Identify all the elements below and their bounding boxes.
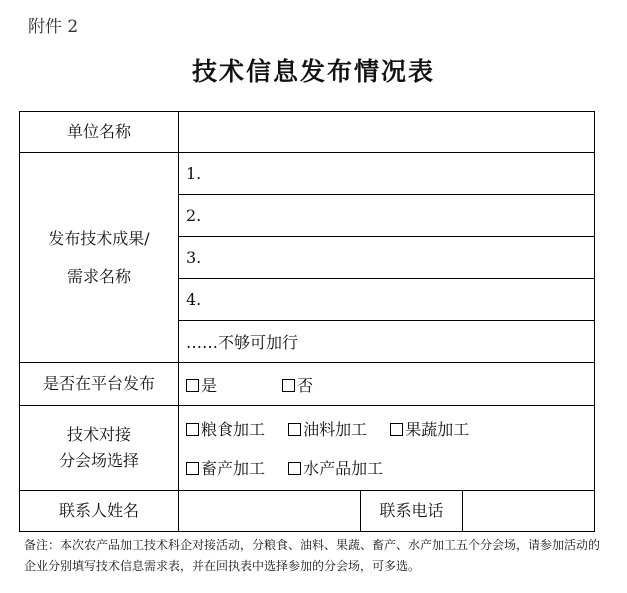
venue-fruit-option[interactable] [390,417,469,440]
publish-label: 是否在平台发布 [20,363,179,406]
tech-name-label [20,153,179,363]
venue-livestock-option[interactable] [186,456,265,479]
venue-fruit-label: 果蔬加工 [405,420,470,439]
phone-label: 联系电话 [361,491,463,532]
venue-oil-option[interactable] [288,417,367,440]
checkbox-icon[interactable] [390,423,403,436]
tech-item-2[interactable]: 2. [179,195,595,237]
publish-no-option[interactable] [282,373,313,396]
venue-aquatic-option[interactable] [288,456,383,479]
docking-label [20,406,179,491]
info-form-table [19,111,595,532]
tech-item-more[interactable]: ……不够可加行 [179,321,595,363]
tech-label-line2: 需求名称 [66,266,131,286]
checkbox-icon[interactable] [288,462,301,475]
publish-yes-label: 是 [201,375,218,395]
publish-options [179,363,595,406]
publish-no-label: 否 [297,375,314,395]
tech-item-3[interactable]: 3. [179,237,595,279]
tech-item-4[interactable]: 4. [179,279,595,321]
checkbox-icon[interactable] [186,462,199,475]
checkbox-icon[interactable] [288,423,301,436]
footnote: 备注：本次农产品加工技术科企对接活动，分粮食、油料、果蔬、畜产、水产加工五个分会场，请参加活动的企业分别填写技术信息需求表，并在回执表中选择参加的分会场，可多选。 [24,538,601,573]
tech-label-line1: 发布技术成果/ [48,228,150,248]
venue-oil-label: 油料加工 [303,420,368,439]
phone-field[interactable] [463,491,595,532]
venue-grain-option[interactable] [186,417,265,440]
attachment-label: 附件 2 [28,17,79,37]
unit-name-label: 单位名称 [20,112,179,153]
checkbox-icon[interactable] [186,423,199,436]
docking-label-line2: 分会场选择 [58,451,139,470]
docking-label-line1: 技术对接 [66,425,131,445]
venue-livestock-label: 畜产加工 [201,459,266,478]
publish-yes-option[interactable] [186,373,217,396]
contact-label: 联系人姓名 [20,491,179,532]
venue-grain-label: 粮食加工 [201,420,266,439]
checkbox-icon[interactable] [282,379,295,392]
page-title: 技术信息发布情况表 [191,57,435,86]
unit-name-field[interactable] [179,112,595,153]
venue-aquatic-label: 水产品加工 [303,459,384,478]
checkbox-icon[interactable] [186,379,199,392]
contact-name-field[interactable] [179,491,361,532]
tech-item-1[interactable]: 1. [179,153,595,195]
venue-options [179,406,595,491]
